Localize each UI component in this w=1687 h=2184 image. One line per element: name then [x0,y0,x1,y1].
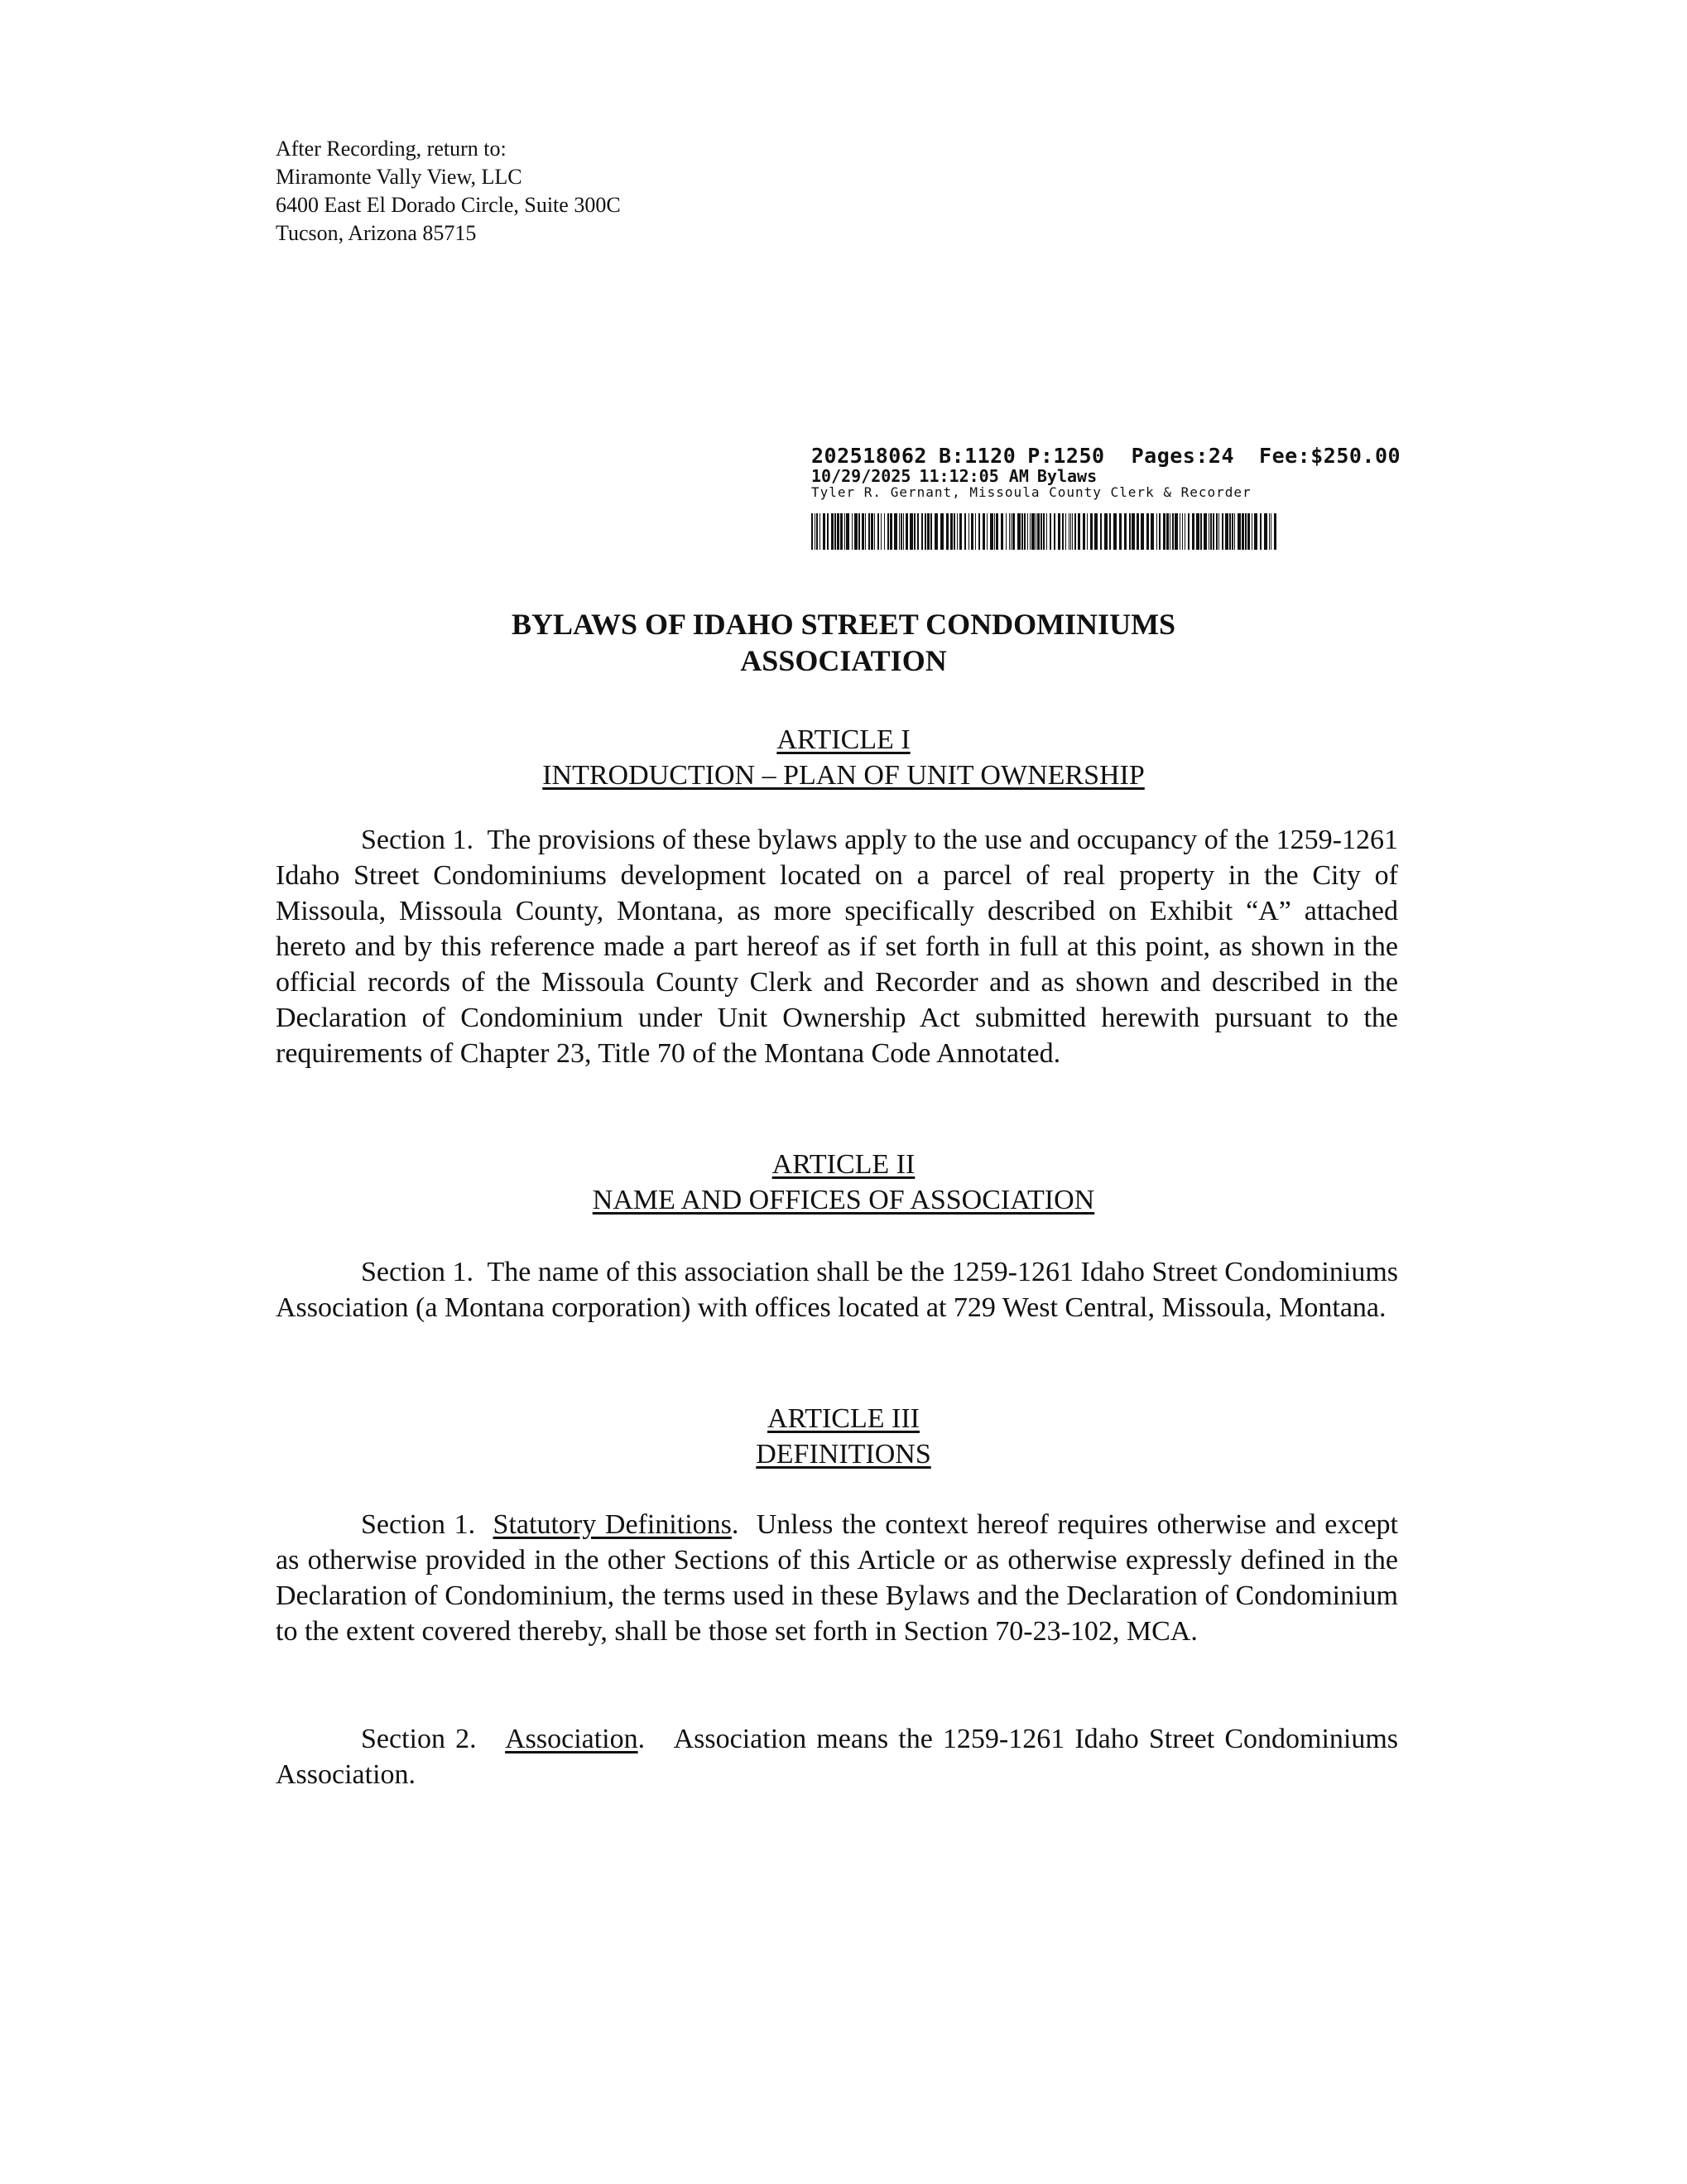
document-title [0,606,1687,679]
article-3-section-2-label: Section 2. [361,1724,477,1754]
stamp-fee: Fee:$250.00 [1259,444,1401,468]
stamp-line-1 [811,445,1412,468]
return-address-line-2: Miramonte Vally View, LLC [276,165,522,189]
stamp-pages: Pages:24 [1131,444,1235,468]
stamp-date: 10/29/2025 [811,466,911,486]
article-1-name: INTRODUCTION – PLAN OF UNIT OWNERSHIP [542,760,1145,791]
article-3-section-2-text: Association means the 1259-1261 Idaho Street Condominiums Association. [276,1724,1399,1790]
title-line-1: BYLAWS OF IDAHO STREET CONDOMINIUMS [511,608,1176,641]
article-3-number: ARTICLE III [767,1403,920,1434]
article-3-name: DEFINITIONS [756,1439,931,1470]
stamp-page: P:1250 [1027,444,1105,468]
article-1-section-1-text: The provisions of these bylaws apply to the use and occupancy of the 1259-1261 Idaho Street Condominiums development located on a parcel of real property in the City of Missoula, Missoula County, Montana, as more specifically described on Exhibit “A” attached hereto and by this reference made a part hereof as if set forth in full at this point, as shown in the official records of the Missoula County Clerk and Recorder and as shown and described in the Declaration of Condominium under Unit Ownership Act submitted herewith pursuant to the requirements of Chapter 23, Title 70 of the Montana Code Annotated. [276,825,1399,1069]
return-address-line-4: Tucson, Arizona 85715 [276,221,477,245]
article-3-heading [0,1401,1687,1472]
stamp-doc-number: 202518062 [811,444,927,468]
return-address-block [276,135,621,248]
stamp-recorder: Tyler R. Gernant, Missoula County Clerk & Recorder [811,484,1252,500]
article-2-section-1 [276,1254,1398,1325]
title-line-2: ASSOCIATION [740,644,947,677]
article-2-section-1-label: Section 1. [361,1257,474,1287]
stamp-book: B:1120 [938,444,1017,468]
recording-stamp [811,445,1412,501]
article-3-section-2: Section 2. Association. Association means the 1259-1261 Idaho Street Condominiums Association. [276,1724,1399,1790]
stamp-doc-type: Bylaws [1036,466,1098,486]
return-address-line-3: 6400 East El Dorado Circle, Suite 300C [276,193,621,217]
barcode-image [811,513,1276,550]
article-3-section-2-title: Association [505,1724,638,1754]
article-3-section-1-text: Unless the context hereof requires otherwise and except as otherwise provided in the other Sections of this Article or as otherwise expressly defined in the Declaration of Condominium, the terms used in these Bylaws and the Declaration of Condominium to the extent covered thereby, shall be those set forth in Section 70-23-102, MCA. [276,1509,1399,1647]
stamp-line-2 [811,468,1412,484]
article-3-section-1-title: Statutory Definitions [493,1509,732,1540]
article-1-heading [0,722,1687,793]
article-3-section-1-label: Section 1. [361,1509,476,1540]
article-2-section-1-text: The name of this association shall be the 1259-1261 Idaho Street Condominiums Association (a Montana corporation) with offices located at 729 West Central, Missoula, Montana. [276,1257,1399,1323]
article-3-section-1: Section 1. Statutory Definitions. Unless the context hereof requires otherwise and except as otherwise provided in the other Sections of this Article or as otherwise expressly defined in the Declaration of Condominium, the terms used in these Bylaws and the Declaration of Condominium to the extent covered thereby, shall be those set forth in Section 70-23-102, MCA. [276,1509,1399,1647]
article-2-number: ARTICLE II [771,1149,916,1180]
article-1-section-1-label: Section 1. [361,825,474,855]
article-2-name: NAME AND OFFICES OF ASSOCIATION [592,1185,1095,1215]
stamp-time: 11:12:05 AM [919,466,1029,486]
article-2-heading [0,1147,1687,1218]
return-address-line-1: After Recording, return to: [276,137,507,161]
article-1-number: ARTICLE I [776,724,911,755]
article-1-section-1 [276,822,1398,1071]
